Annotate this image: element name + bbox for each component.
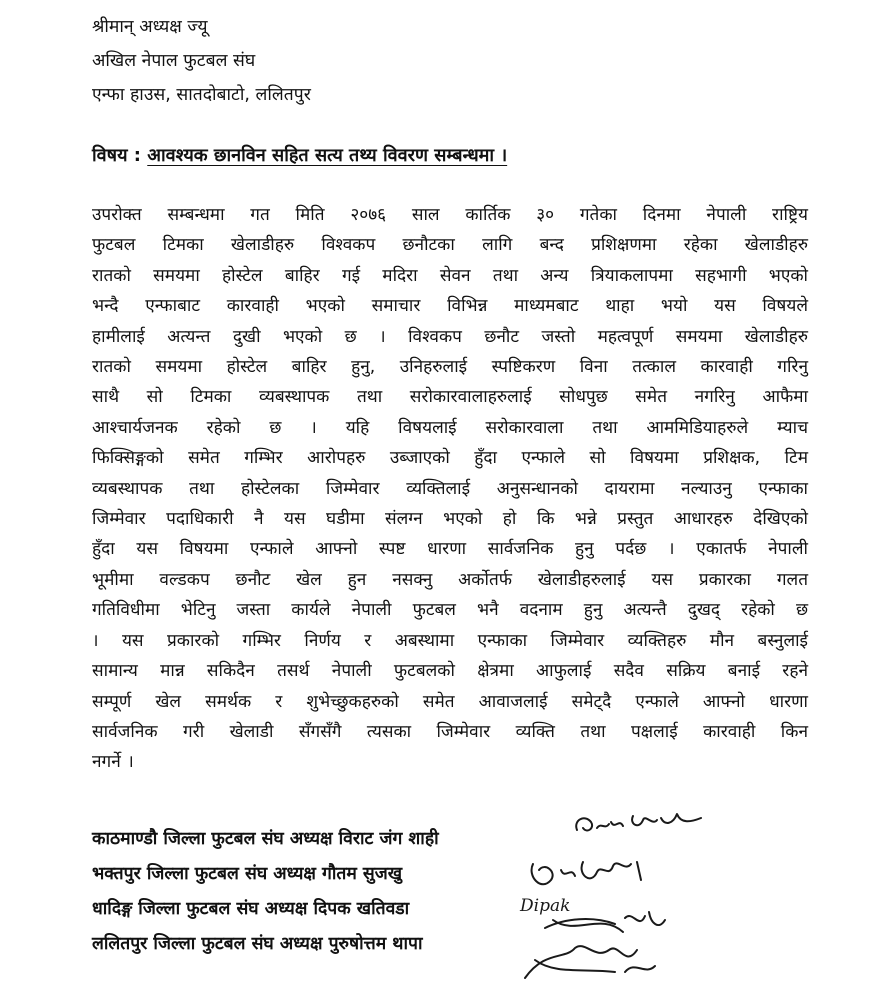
subject-label: विषय : (92, 145, 141, 166)
body-line: रातको समयमा होस्टेल बाहिर हुनु, उनिहरुलाई स्पष्टिकरण विना तत्काल कारवाही गरिनु (92, 357, 808, 378)
handwritten-signatures (505, 800, 715, 989)
body-line: नगर्ने । (92, 752, 134, 773)
body-line: सम्पूर्ण खेल समर्थक र शुभेच्छुकहरुको समेत आवाजलाई समेट्दै एन्फाले आफ्नो धारणा (92, 691, 808, 712)
signatory-lalitpur: ललितपुर जिल्ला फुटबल संघ अध्यक्ष पुरुषोत्तम थापा (92, 934, 423, 954)
body-line: उपरोक्त सम्बन्धमा गत मिति २०७६ साल कार्तिक ३० गतेका दिनमा नेपाली राष्ट्रिय (92, 205, 808, 225)
body-line: सार्वजनिक गरी खेलाडी सँगसँगै त्यसका जिम्मेवार व्यक्ति तथा पक्षलाई कारवाही किन (92, 721, 808, 742)
signatory-list (92, 822, 439, 962)
body-line: फुटबल टिमका खेलाडीहरु विश्वकप छनौटका लागि बन्द प्रशिक्षणमा रहेका खेलाडीहरु (92, 235, 808, 256)
signature-2 (532, 862, 641, 884)
body-line: गतिविधीमा भेटिनु जस्ता कार्यले नेपाली फुटबल भनै वदनाम हुनु अत्यन्तै दुखद् रहेको छ (92, 600, 808, 621)
body-line: जिम्मेवार पदाधिकारी नै यस घडीमा संलग्न भएको हो कि भन्ने प्रस्तुत आधारहरु देखिएको (92, 509, 808, 530)
signature-handwritten-name: Dipak (520, 896, 571, 916)
body-line: । यस प्रकारको गम्भिर निर्णय र अबस्थामा एन्फाका जिम्मेवार व्यक्तिहरु मौन बस्नुलाई (92, 630, 808, 651)
body-line: सामान्य मान्न सकिदैन तसर्थ नेपाली फुटबलको क्षेत्रमा आफुलाई सदैव सक्रिय बनाई रहने (92, 661, 808, 682)
address-line-location: एन्फा हाउस, सातदोबाटो, ललितपुर (92, 85, 311, 105)
body-line: आश्चार्यजनक रहेको छ । यहि विषयलाई सरोकारवाला तथा आममिडियाहरुले म्याच (92, 417, 808, 438)
address-line-salutation: श्रीमान् अध्यक्ष ज्यू (92, 17, 208, 37)
body-line: हामीलाई अत्यन्त दुखी भएको छ । विश्वकप छनौट जस्तो महत्वपूर्ण समयमा खेलाडीहरु (92, 326, 808, 347)
body-line: व्यबस्थापक तथा होस्टेलका जिम्मेवार व्यक्तिलाई अनुसन्धानको दायरामा नल्याउनु एन्फाका (92, 478, 808, 499)
body-line: भन्दै एन्फाबाट कारवाही भएको समाचार विभिन्न माध्यमबाट थाहा भयो यस विषयले (92, 296, 808, 317)
subject-text: आवश्यक छानविन सहित सत्य तथ्य विवरण सम्बन्धमा । (147, 145, 508, 166)
body-line: हुँदा यस विषयमा एन्फाले आफ्नो स्पष्ट धारणा सार्वजनिक हुनु पर्दछ । एकातर्फ नेपाली (92, 539, 808, 560)
signature-4 (525, 946, 655, 978)
letter-body (92, 200, 808, 778)
body-line: साथै सो टिमका व्यबस्थापक तथा सरोकारवालाहरुलाई सोधपुछ समेत नगरिनु आफैमा (92, 387, 808, 408)
body-line: फिक्सिङ्गको समेत गम्भिर आरोपहरु उब्जाएको हुँदा एन्फाले सो विषयमा प्रशिक्षक, टिम (92, 448, 808, 469)
address-line-organization: अखिल नेपाल फुटबल संघ (92, 51, 256, 71)
subject-line (92, 143, 507, 167)
body-line: रातको समयमा होस्टेल बाहिर गई मदिरा सेवन तथा अन्य त्रियाकलापमा सहभागी भएको (92, 265, 808, 286)
signatory-bhaktapur: भक्तपुर जिल्ला फुटबल संघ अध्यक्ष गौतम सुजखु (92, 864, 403, 884)
body-line: भूमीमा वल्डकप छनौट खेल हुन नसक्नु अर्कोतर्फ खेलाडीहरुलाई यस प्रकारका गलत (92, 569, 808, 590)
signature-1 (576, 814, 701, 830)
signatory-dhading: धादिङ्ग जिल्ला फुटबल संघ अध्यक्ष दिपक खतिवडा (92, 899, 410, 919)
signatory-kathmandu: काठमाण्डौ जिल्ला फुटबल संघ अध्यक्ष विराट जंग शाही (92, 829, 439, 849)
recipient-address (92, 10, 311, 112)
